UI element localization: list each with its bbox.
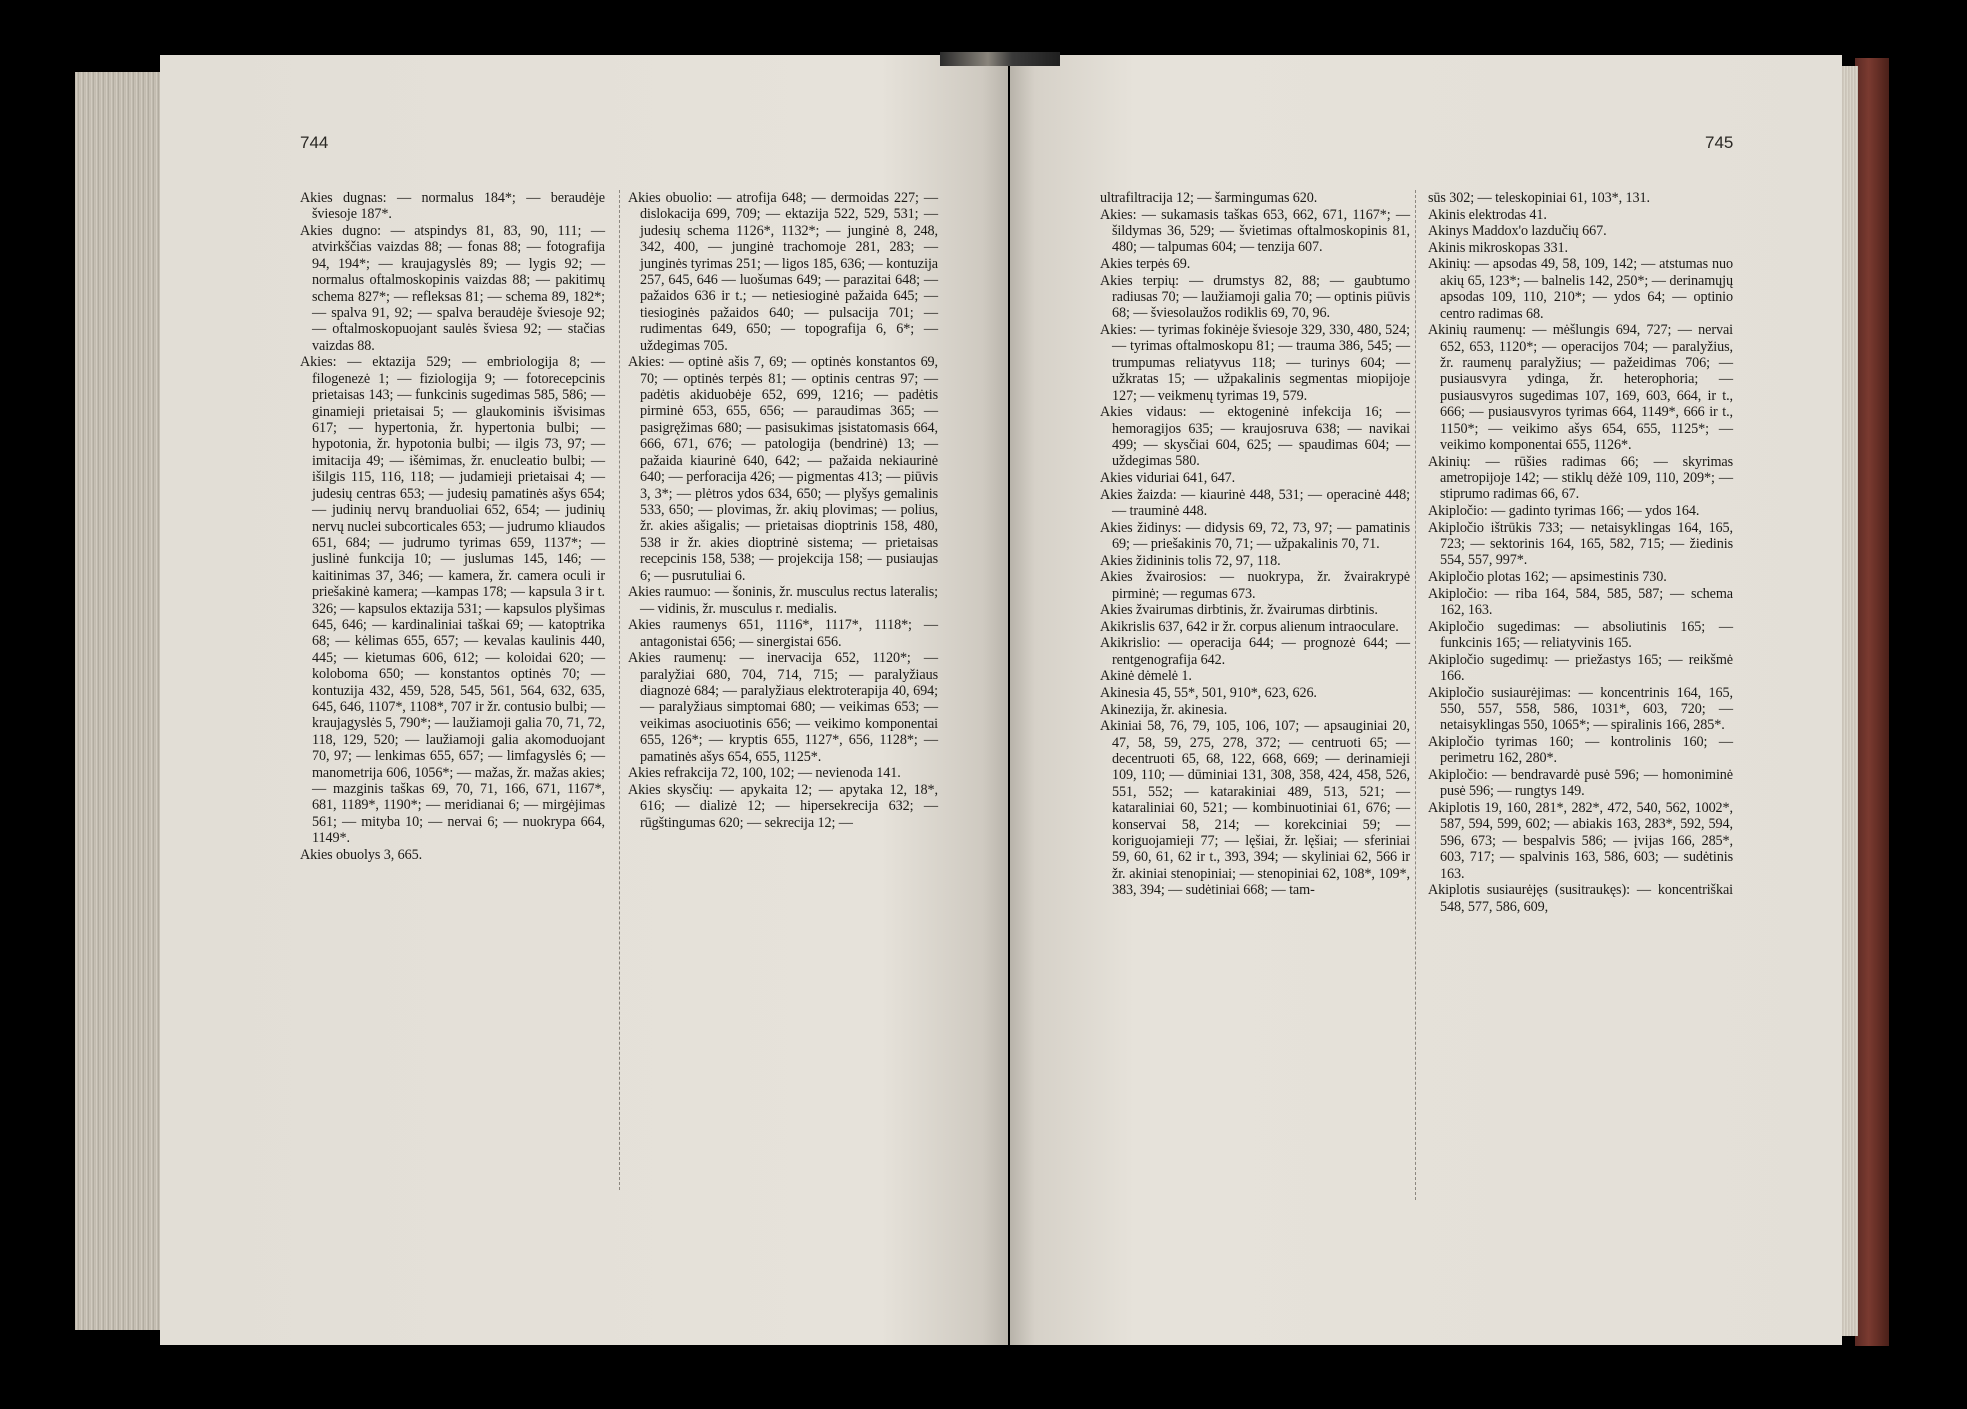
index-entry: Akies vidaus: — ektogeninė infekcija 16; — hemoragijos 635; — kraujosruva 638; — navikai 499; — skysčiai 604, 625; — spaudimas 604; — uždegimas 580. (1100, 404, 1410, 470)
index-entry: Akipločio: — riba 164, 584, 585, 587; — schema 162, 163. (1428, 585, 1733, 619)
index-entry: Akinių: — apsodas 49, 58, 109, 142; — atstumas nuo akių 65, 123*; — balnelis 142, 250*; — derinamųjų apsodas 109, 110, 210*; — ydos 64; — optinio centro radimas 68. (1428, 256, 1733, 322)
book-cover-right (1855, 58, 1889, 1346)
index-entry: Akies obuolys 3, 665. (300, 846, 423, 863)
index-entry: Akipločio sugedimų: — priežastys 165; — reikšmė 166. (1428, 651, 1733, 685)
index-entry: Akiniai 58, 76, 79, 105, 106, 107; — apsauginiai 20, 47, 58, 59, 275, 278, 372; — centruoti 65; — decentruoti 65, 68, 122, 668, 669; — derinamieji 109, 110; — dūminiai 131, 308, 358, 424, 458, 526, 551, 552; — katarakiniai 489, 513, 521; — kataraliniai 60, 521; — kombinuotiniai 61, 676; — konservai 58, 214; — korekciniai 59; — koriguojamieji 77; — lęšiai, žr. lęšiai; — sferiniai 59, 60, 61, 62 ir t., 393, 394; — skyliniai 62, 566 ir žr. akiniai stenopiniai; — stenopiniai 62, 108*, 109*, 383, 394; — sudėtiniai 668; — tam- (1100, 718, 1410, 899)
index-entry: Akinių: — rūšies radimas 66; — skyrimas ametropijoje 142; — stiklų dėžė 109, 110, 209*; — stiprumo radimas 66, 67. (1428, 453, 1733, 503)
index-entry: ultrafiltracija 12; — šarmingumas 620. (1100, 190, 1318, 206)
index-entry: Akipločio sugedimas: — absoliutinis 165; — funkcinis 165; — reliatyvinis 165. (1428, 618, 1733, 652)
index-entry: Akikrislis 637, 642 ir žr. corpus alienum intraoculare. (1100, 618, 1399, 635)
index-entry: Akies raumenų: — inervacija 652, 1120*; — paralyžiai 680, 704, 714, 715; — paralyžiaus diagnozė 684; — paralyžiaus elektroterapija 40, 694; — paralyžiaus simptomai 680; — veikimas 653; — veikimas asociuotinis 656; — veikimo komponentai 655, 126*; — kryptis 655, 1127*, 656, 1128*; — pamatinės ašys 654, 655, 1125*. (628, 650, 938, 765)
index-entry: Akinis mikroskopas 331. (1428, 239, 1568, 256)
left-page-column-2 (628, 190, 938, 831)
index-entry: Akiplotis susiaurėjęs (susitraukęs): — koncentriškai 548, 577, 586, 609, (1428, 882, 1733, 915)
index-entry: Akies: — optinė ašis 7, 69; — optinės konstantos 69, 70; — optinės terpės 81; — optinis centras 97; — padėtis akiduobėje 652, 699, 1216; — padėtis pirminė 653, 655, 656; — paraudimas 365; — pasigręžimas 680; — pasisukimas įsistatomasis 664, 666, 671, 676; — patologija (bendrinė) 13; — pažaida kiaurinė 640, 642; — pažaida nekiaurinė 640; — perforacija 426; — pigmentas 413; — piūvis 3, 3*; — plėtros ydos 634, 650; — plyšys gemalinis 533, 650; — plovimas, žr. akių plovimas; — polius, žr. akies ašigalis; — prietaisas dioptrinis 158, 480, 538 ir žr. akies dioptrinė sistema; — prietaisas recepcinis 158, 538; — projekcija 158; — pusiaujas 6; — pusrutuliai 6. (628, 354, 938, 584)
index-entry: Akinys Maddox'o lazdučių 667. (1428, 223, 1607, 240)
index-entry: Akipločio susiaurėjimas: — koncentrinis 164, 165, 550, 557, 558, 586, 1031*, 603, 720; — netaisyklingas 550, 1065*; — spiralinis 166, 285*. (1428, 684, 1733, 734)
left-page-column-1 (300, 190, 605, 863)
index-entry: Akipločio plotas 162; — apsimestinis 730. (1428, 569, 1667, 586)
index-entry: Akies skysčių: — apykaita 12; — apytaka 12, 18*, 616; — dializė 12; — hipersekrecija 632; — rūgštingumas 620; — sekrecija 12; — (628, 781, 938, 831)
index-entry: Akies židinys: — didysis 69, 72, 73, 97; — pamatinis 69; — priešakinis 70, 71; — užpakalinis 70, 71. (1100, 519, 1410, 553)
book-spine (940, 52, 1060, 66)
index-entry: Akies terpių: — drumstys 82, 88; — gaubtumo radiusas 70; — laužiamoji galia 70; — optinis piūvis 68; — šviesolaužos rodiklis 69, 70, 96. (1100, 272, 1410, 322)
index-entry: Akies raumenys 651, 1116*, 1117*, 1118*; — antagonistai 656; — sinergistai 656. (628, 617, 938, 650)
left-page-number: 744 (300, 133, 329, 152)
index-entry: Akinių raumenų: — mėšlungis 694, 727; — nervai 652, 653, 1120*; — operacijos 704; — paralyžius, žr. raumenų paralyžius; — pažeidimas 706; — pusiausvyra ydinga, žr. heterophoria; — pusiausvyros sugedimas 107, 169, 603, 664, ir t., 666; — pusiausvyros tyrimas 664, 1149*, 666 ir t., 1150*; — veikimo ašys 654, 655, 1125*; — veikimo komponentai 655, 1126*. (1428, 322, 1733, 454)
index-entry: Akipločio: — gadinto tyrimas 166; — ydos 164. (1428, 503, 1700, 520)
column-divider (1415, 190, 1416, 1200)
index-entry: Akies terpės 69. (1100, 256, 1191, 272)
index-entry: Akipločio: — bendravardė pusė 596; — homoniminė pusė 596; — rungtys 149. (1428, 767, 1733, 800)
index-entry: Akies viduriai 641, 647. (1100, 470, 1236, 487)
index-entry: Akies dugnas: — normalus 184*; — beraudėje šviesoje 187*. (300, 190, 605, 223)
right-page-number: 745 (1705, 133, 1734, 152)
index-entry: Akikrislio: — operacija 644; — prognozė 644; — rentgenografija 642. (1100, 635, 1410, 668)
right-page-column-1 (1100, 190, 1410, 899)
index-entry: Akies žvairumas dirbtinis, žr. žvairumas dirbtinis. (1100, 602, 1378, 619)
right-page-column-2 (1428, 190, 1733, 915)
index-entry: Akinis elektrodas 41. (1428, 206, 1547, 223)
book-page-edges-right (1840, 66, 1858, 1336)
index-entry: Akies obuolio: — atrofija 648; — dermoidas 227; — dislokacija 699, 709; — ektazija 522, 529, 531; — judesių schema 1126*, 1132*; — junginė 8, 248, 342, 400, — junginė trachomoje 281, 283; — junginės tyrimas 251; — ligos 185, 636; — kontuzija 257, 645, 646 — luošumas 649; — parazitai 648; — pažaidos 636 ir t.; — netiesioginė pažaida 645; — tiesioginės pažaidos 640; — pulsacija 701; — rudimentas 649, 650; — topografija 6, 6*; — uždegimas 705. (628, 190, 938, 354)
index-entry: Akinesia 45, 55*, 501, 910*, 623, 626. (1100, 685, 1317, 701)
index-entry: Akipločio ištrūkis 733; — netaisyklingas 164, 165, 723; — sektorinis 164, 165, 582, 715; — žiedinis 554, 557, 997*. (1428, 519, 1733, 569)
index-entry: sūs 302; — teleskopiniai 61, 103*, 131. (1428, 190, 1650, 206)
index-entry: Akies: — tyrimas fokinėje šviesoje 329, 330, 480, 524; — tyrimas oftalmoskopu 81; — trauma 386, 545; — trumpumas reliatyvus 118; — turinys 604; — užkratas 15; — užpakalinis segmentas miopijoje 127; — veikmenų tyrimas 19, 579. (1100, 322, 1410, 404)
index-entry: Akies: — sukamasis taškas 653, 662, 671, 1167*; — šildymas 36, 529; — švietimas oftalmoskopinis 81, 480; — talpumas 604; — tenzija 607. (1100, 206, 1410, 256)
index-entry: Akies žaizda: — kiaurinė 448, 531; — operacinė 448; — trauminė 448. (1100, 486, 1410, 520)
index-entry: Akinezija, žr. akinesia. (1100, 701, 1228, 718)
index-entry: Akies refrakcija 72, 100, 102; — nevienoda 141. (628, 765, 901, 782)
index-entry: Akiplotis 19, 160, 281*, 282*, 472, 540, 562, 1002*, 587, 594, 599, 602; — abiakis 163, 283*, 592, 594, 596, 673; — bespalvis 586; — įvijas 166, 285*, 603, 717; — spalvinis 163, 586, 603; — sudėtinis 163. (1428, 800, 1733, 882)
index-entry: Akipločio tyrimas 160; — kontrolinis 160; — perimetru 162, 280*. (1428, 734, 1733, 767)
column-divider (619, 190, 620, 1190)
index-entry: Akies žvairosios: — nuokrypa, žr. žvairakrypė pirminė; — regumas 673. (1100, 569, 1410, 602)
index-entry: Akies: — ektazija 529; — embriologija 8; — filogenezė 1; — fiziologija 9; — fotorecepcinis prietaisas 143; — funkcinis sugedimas 585, 586; — ginamieji prietaisai 5; — glaukominis išvisimas 617; — hypertonia, žr. hypertonia bulbi; — hypotonia, žr. hypotonia bulbi; — ilgis 73, 97; — imitacija 49; — išėmimas, žr. enucleatio bulbi; — išilgis 115, 116, 118; — judamieji prietaisai 4; — judesių centras 653; — judesių pamatinės ašys 654; — judinių nervų branduoliai 652, 654; — judinių nervų nuclei subcorticales 653; — judrumo kliaudos 651, 684; — judrumo tyrimas 659, 1137*; — juslinė funkcija 10; — juslumas 145, 146; — kaitinimas 37, 346; — kamera, žr. camera oculi ir priešakinė kamera; —kampas 178; — kapsula 3 ir t. 326; — kapsulos ektazija 531; — kapsulos plyšimas 645, 646; — kardinaliniai taškai 69; — katoptrika 68; — kėlimas 655, 657; — kevalas kaulinis 440, 445; — kietumas 606, 612; — koloidai 620; — koloboma 650; — konstantos optinės 70; — kontuzija 432, 459, 528, 545, 561, 564, 632, 635, 645, 646, 1107*, 1108*, 707 ir žr. contusio bulbi; — kraujagyslės 5, 790*; — laužiamoji galia 70, 71, 72, 118, 129, 520; — laužiamoji galia akomoduojant 70, 97; — lenkimas 655, 657; — limfagyslės 6; — manometrija 606, 1056*; — mažas, žr. mažas akies; — mazginis taškas 69, 70, 71, 166, 671, 1167*, 681, 1189*, 1190*; — meridianai 6; — mirgėjimas 561; — mityba 10; — nervai 6; — nuokrypa 664, 1149*. (300, 354, 605, 847)
index-entry: Akinė dėmelė 1. (1100, 668, 1192, 685)
book-page-edges-left (75, 72, 170, 1330)
index-entry: Akies raumuo: — šoninis, žr. musculus rectus lateralis; — vidinis, žr. musculus r. medialis. (628, 584, 938, 617)
index-entry: Akies židininis tolis 72, 97, 118. (1100, 552, 1281, 569)
index-entry: Akies dugno: — atspindys 81, 83, 90, 111; — atvirkščias vaizdas 88; — fonas 88; — fotografija 94, 194*; — kraujagyslės 89; — lygis 92; — normalus oftalmoskopinis vaizdas 88; — pakitimų schema 827*; — refleksas 81; — schema 89, 182*; — spalva 91, 92; — spalva beraudėje šviesoje 92; — oftalmoskopuojant saulės šviesa 92; — stačias vaizdas 88. (300, 223, 605, 354)
